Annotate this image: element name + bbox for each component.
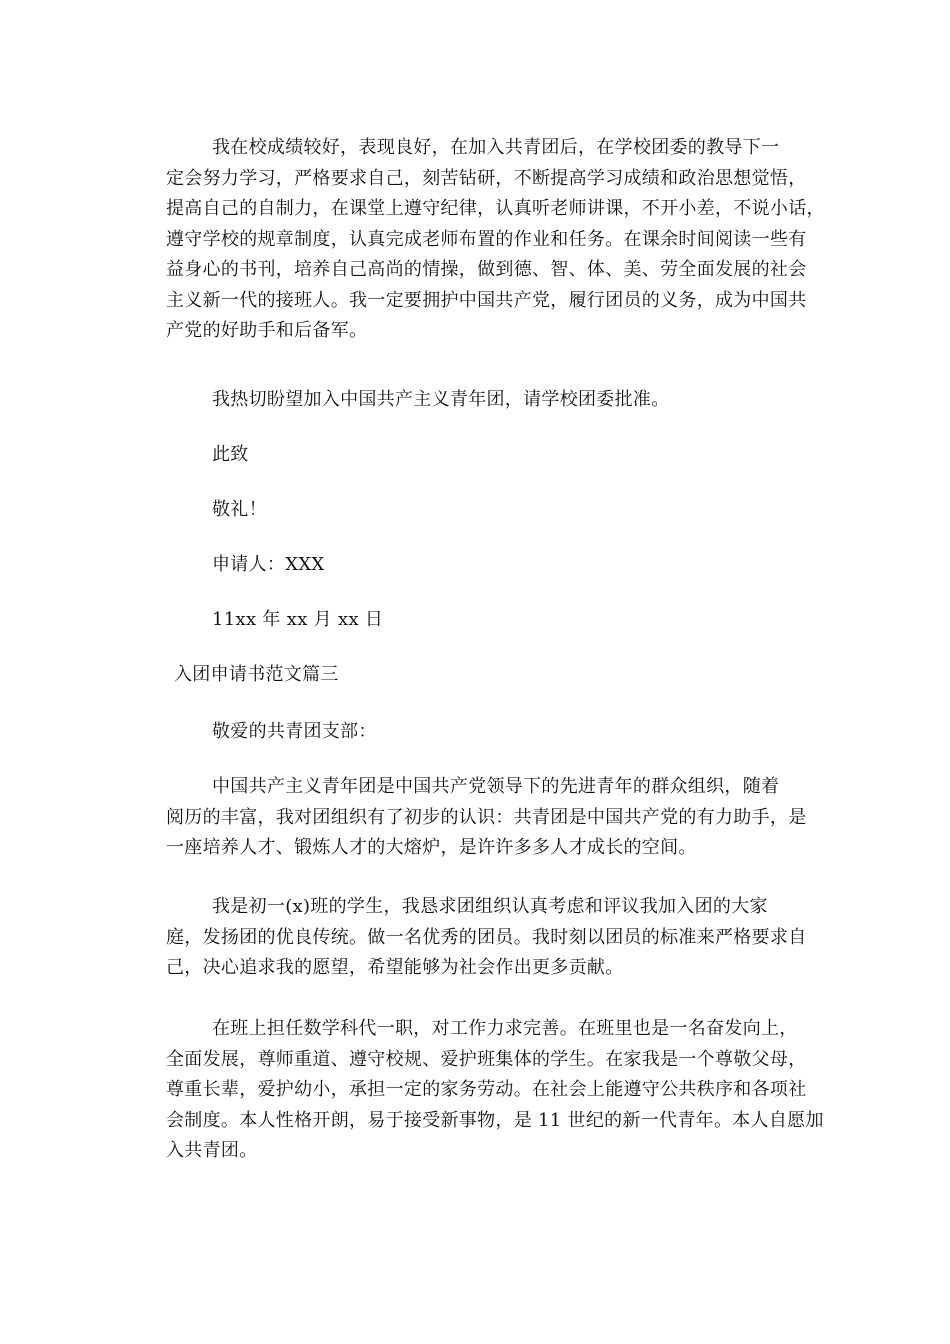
text-line: 主义新一代的接班人。我一定要拥护中国共产党，履行团员的义务，成为中国共 xyxy=(166,289,807,311)
text-line: 己，决心追求我的愿望，希望能够为社会作出更多贡献。 xyxy=(166,957,624,978)
paragraph-request-approval: 我热切盼望加入中国共产主义青年团，请学校团委批准。 xyxy=(212,389,670,410)
section-heading: 入团申请书范文篇三 xyxy=(174,664,339,685)
text-line: 提高自己的自制力，在课堂上遵守纪律，认真听老师讲课，不开小差，不说小话， xyxy=(166,198,825,219)
text-line: 庭，发扬团的优良传统。做一名优秀的团员。我时刻以团员的标准来严格要求自 xyxy=(166,926,807,948)
text-line: 入共青团。 xyxy=(166,1140,258,1161)
text-line: 全面发展，尊师重道、遵守校规、爱护班集体的学生。在家我是一个尊敬父母， xyxy=(166,1048,807,1070)
text-line: 我在校成绩较好，表现良好，在加入共青团后，在学校团委的教导下一 xyxy=(212,137,780,158)
paragraph-study-commitment xyxy=(166,133,826,347)
paragraph-league-intro xyxy=(166,772,826,864)
applicant-signature: 申请人：XXX xyxy=(212,554,325,575)
text-line: 会制度。本人性格开朗，易于接受新事物，是 11 世纪的新一代青年。本人自愿加 xyxy=(166,1109,824,1131)
text-line: 阅历的丰富，我对团组织有了初步的认识：共青团是中国共产党的有力助手，是 xyxy=(166,806,807,828)
paragraph-student-request xyxy=(166,892,826,984)
closing-jingli: 敬礼！ xyxy=(212,499,267,520)
text-line: 尊重长辈，爱护幼小，承担一定的家务劳动。在社会上能遵守公共秩序和各项社 xyxy=(166,1079,807,1100)
closing-cizhi: 此致 xyxy=(212,444,249,465)
text-line: 中国共产主义青年团是中国共产党领导下的先进青年的群众组织，随着 xyxy=(212,776,780,797)
salutation: 敬爱的共青团支部： xyxy=(212,721,377,742)
date-line: 11xx 年 xx 月 xx 日 xyxy=(212,609,384,630)
text-line: 一座培养人才、锻炼人才的大熔炉，是许许多多人才成长的空间。 xyxy=(166,837,697,858)
paragraph-self-description xyxy=(166,1014,826,1167)
text-line: 产党的好助手和后备军。 xyxy=(166,320,368,341)
text-line: 我是初一(x)班的学生，我恳求团组织认真考虑和评议我加入团的大家 xyxy=(212,896,768,917)
text-line: 遵守学校的规章制度，认真完成老师布置的作业和任务。在课余时间阅读一些有 xyxy=(166,228,807,250)
text-line: 益身心的书刊，培养自己高尚的情操，做到德、智、体、美、劳全面发展的社会 xyxy=(166,259,807,280)
text-line: 定会努力学习，严格要求自己，刻苦钻研，不断提高学习成绩和政治思想觉悟， xyxy=(166,167,807,189)
text-line: 在班上担任数学科代一职，对工作力求完善。在班里也是一名奋发向上， xyxy=(212,1018,798,1039)
